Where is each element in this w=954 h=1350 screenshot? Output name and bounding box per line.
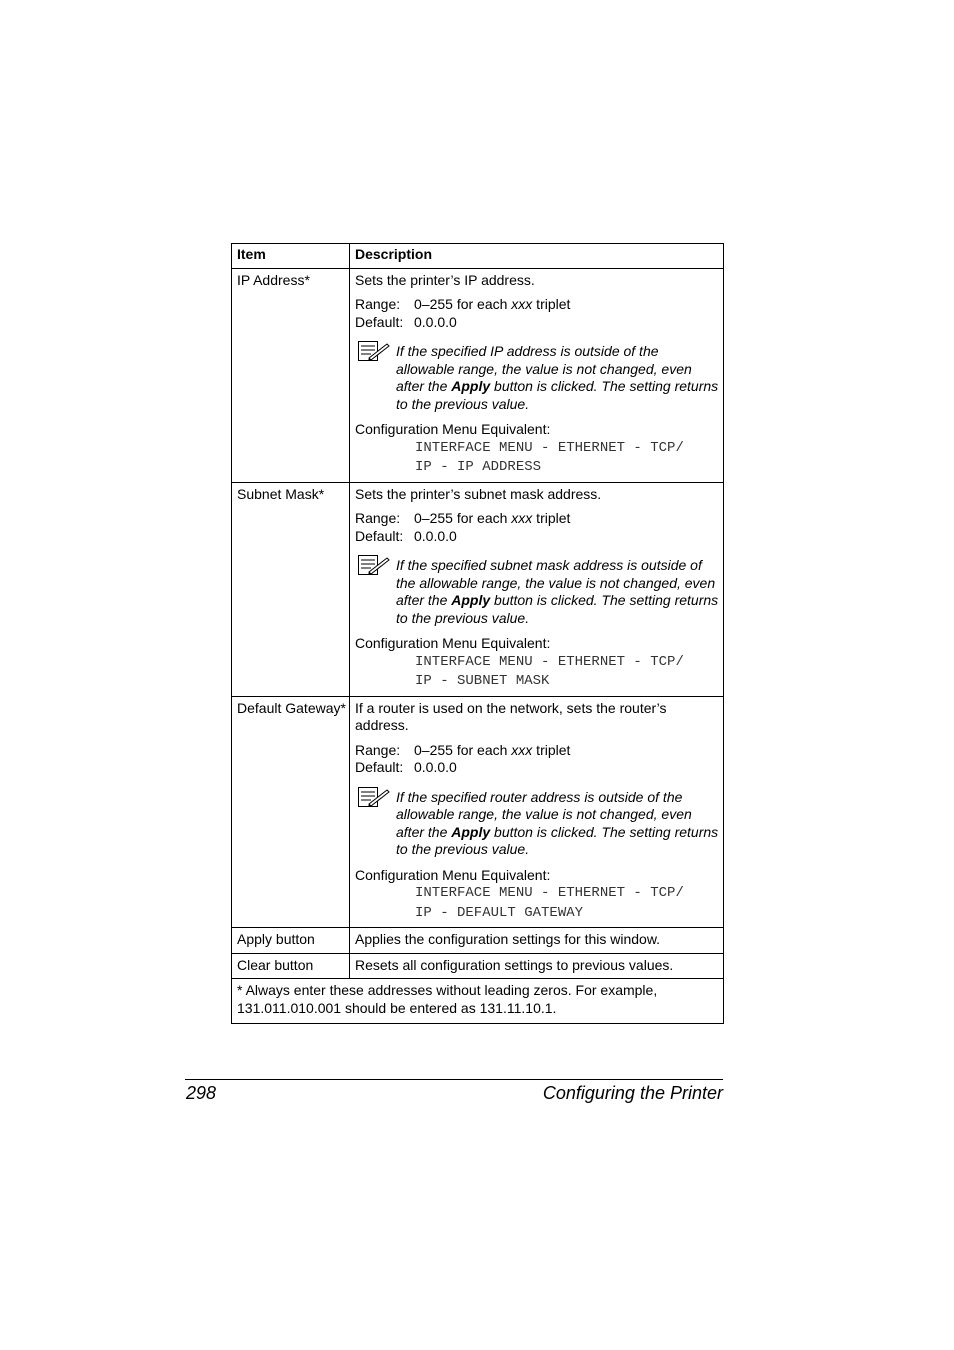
note-apply-bold: Apply <box>451 823 491 840</box>
table-row-clear-button <box>232 953 724 979</box>
table-row-apply-button <box>232 928 724 954</box>
range-value-em: xxx <box>511 741 533 758</box>
description-cell <box>350 482 724 696</box>
config-menu-label: Configuration Menu Equivalent: <box>355 866 551 883</box>
footer-divider <box>185 1079 723 1080</box>
note-pencil-icon <box>357 340 391 362</box>
default-value: 0.0.0.0 <box>414 759 457 775</box>
note-text-post: button is clicked. The setting returns to the previous value. <box>396 592 719 626</box>
range-value-pre: 0–255 for each <box>414 741 512 758</box>
note-pencil-icon <box>357 786 391 808</box>
config-menu-label: Configuration Menu Equivalent: <box>355 421 551 437</box>
config-menu-path-line2: IP - DEFAULT GATEWAY <box>415 904 584 921</box>
range-label: Range: <box>355 296 401 312</box>
footnote-cell: * Always enter these addresses without leading zeros. For example, 131.011.010.001 should be entered as 131.11.10.1. <box>232 979 724 1024</box>
config-menu-path-line1: INTERFACE MENU - ETHERNET - TCP/ <box>415 439 684 456</box>
default-label: Default: <box>355 759 404 775</box>
note-apply-bold: Apply <box>451 592 491 608</box>
description-cell <box>350 696 724 928</box>
description-text: Sets the printer’s IP address. <box>355 271 535 288</box>
range-value-pre: 0–255 for each <box>414 510 512 526</box>
description-cell: Applies the configuration settings for this window. <box>350 928 724 954</box>
range-value-post: triplet <box>532 510 571 526</box>
range-value-em: xxx <box>511 510 533 526</box>
range-label: Range: <box>355 510 401 526</box>
range-default-block <box>355 510 719 545</box>
note-pencil-icon <box>357 554 391 576</box>
note-block <box>355 343 719 413</box>
page-number: 298 <box>186 1083 217 1103</box>
item-cell: Clear button <box>232 953 350 979</box>
default-label: Default: <box>355 313 404 330</box>
item-cell: Subnet Mask* <box>232 482 350 696</box>
note-text-pre: If the specified subnet mask address is outside of the allowable range, the value is not changed, even after the <box>396 557 716 608</box>
note-apply-bold: Apply <box>451 378 491 394</box>
default-value: 0.0.0.0 <box>414 527 457 544</box>
range-value-em: xxx <box>511 296 533 312</box>
config-menu-path-line1: INTERFACE MENU - ETHERNET - TCP/ <box>415 653 684 670</box>
description-text: If a router is used on the network, sets the router’s address. <box>355 699 667 733</box>
table-row-subnet-mask <box>232 482 724 696</box>
note-block <box>355 557 719 627</box>
config-menu-path-line1: INTERFACE MENU - ETHERNET - TCP/ <box>415 885 684 901</box>
settings-table <box>231 243 724 1024</box>
note-text-pre: If the specified router address is outside of the allowable range, the value is not changed, even after the <box>396 788 692 840</box>
description-cell: Resets all configuration settings to previous values. <box>350 953 724 979</box>
description-text: Sets the printer’s subnet mask address. <box>355 485 602 502</box>
table-row-ip-address <box>232 268 724 482</box>
header-item: Item <box>232 244 350 269</box>
range-value-post: triplet <box>532 296 571 312</box>
config-menu-label: Configuration Menu Equivalent: <box>355 635 551 651</box>
table-header-row <box>232 244 724 269</box>
note-text-pre: If the specified IP address is outside of the allowable range, the value is not changed, even after the <box>396 343 692 394</box>
config-menu-path-line2: IP - IP ADDRESS <box>415 459 542 475</box>
description-cell <box>350 268 724 482</box>
item-cell: Apply button <box>232 928 350 954</box>
item-cell: IP Address* <box>232 268 350 482</box>
range-value-pre: 0–255 for each <box>414 296 512 312</box>
section-title: Configuring the Printer <box>542 1083 723 1103</box>
item-cell: Default Gateway* <box>232 696 350 928</box>
table-footnote-row <box>232 979 724 1024</box>
default-label: Default: <box>355 527 404 544</box>
range-label: Range: <box>355 741 401 758</box>
config-menu-path-line2: IP - SUBNET MASK <box>415 673 550 689</box>
range-default-block <box>355 742 719 777</box>
default-value: 0.0.0.0 <box>414 313 457 330</box>
note-block <box>355 789 719 859</box>
note-text-post: button is clicked. The setting returns to the previous value. <box>396 823 719 857</box>
table-row-default-gateway <box>232 696 724 928</box>
range-default-block <box>355 296 719 331</box>
range-value-post: triplet <box>532 741 571 758</box>
note-text-post: button is clicked. The setting returns to the previous value. <box>396 378 719 412</box>
header-description: Description <box>350 244 724 269</box>
